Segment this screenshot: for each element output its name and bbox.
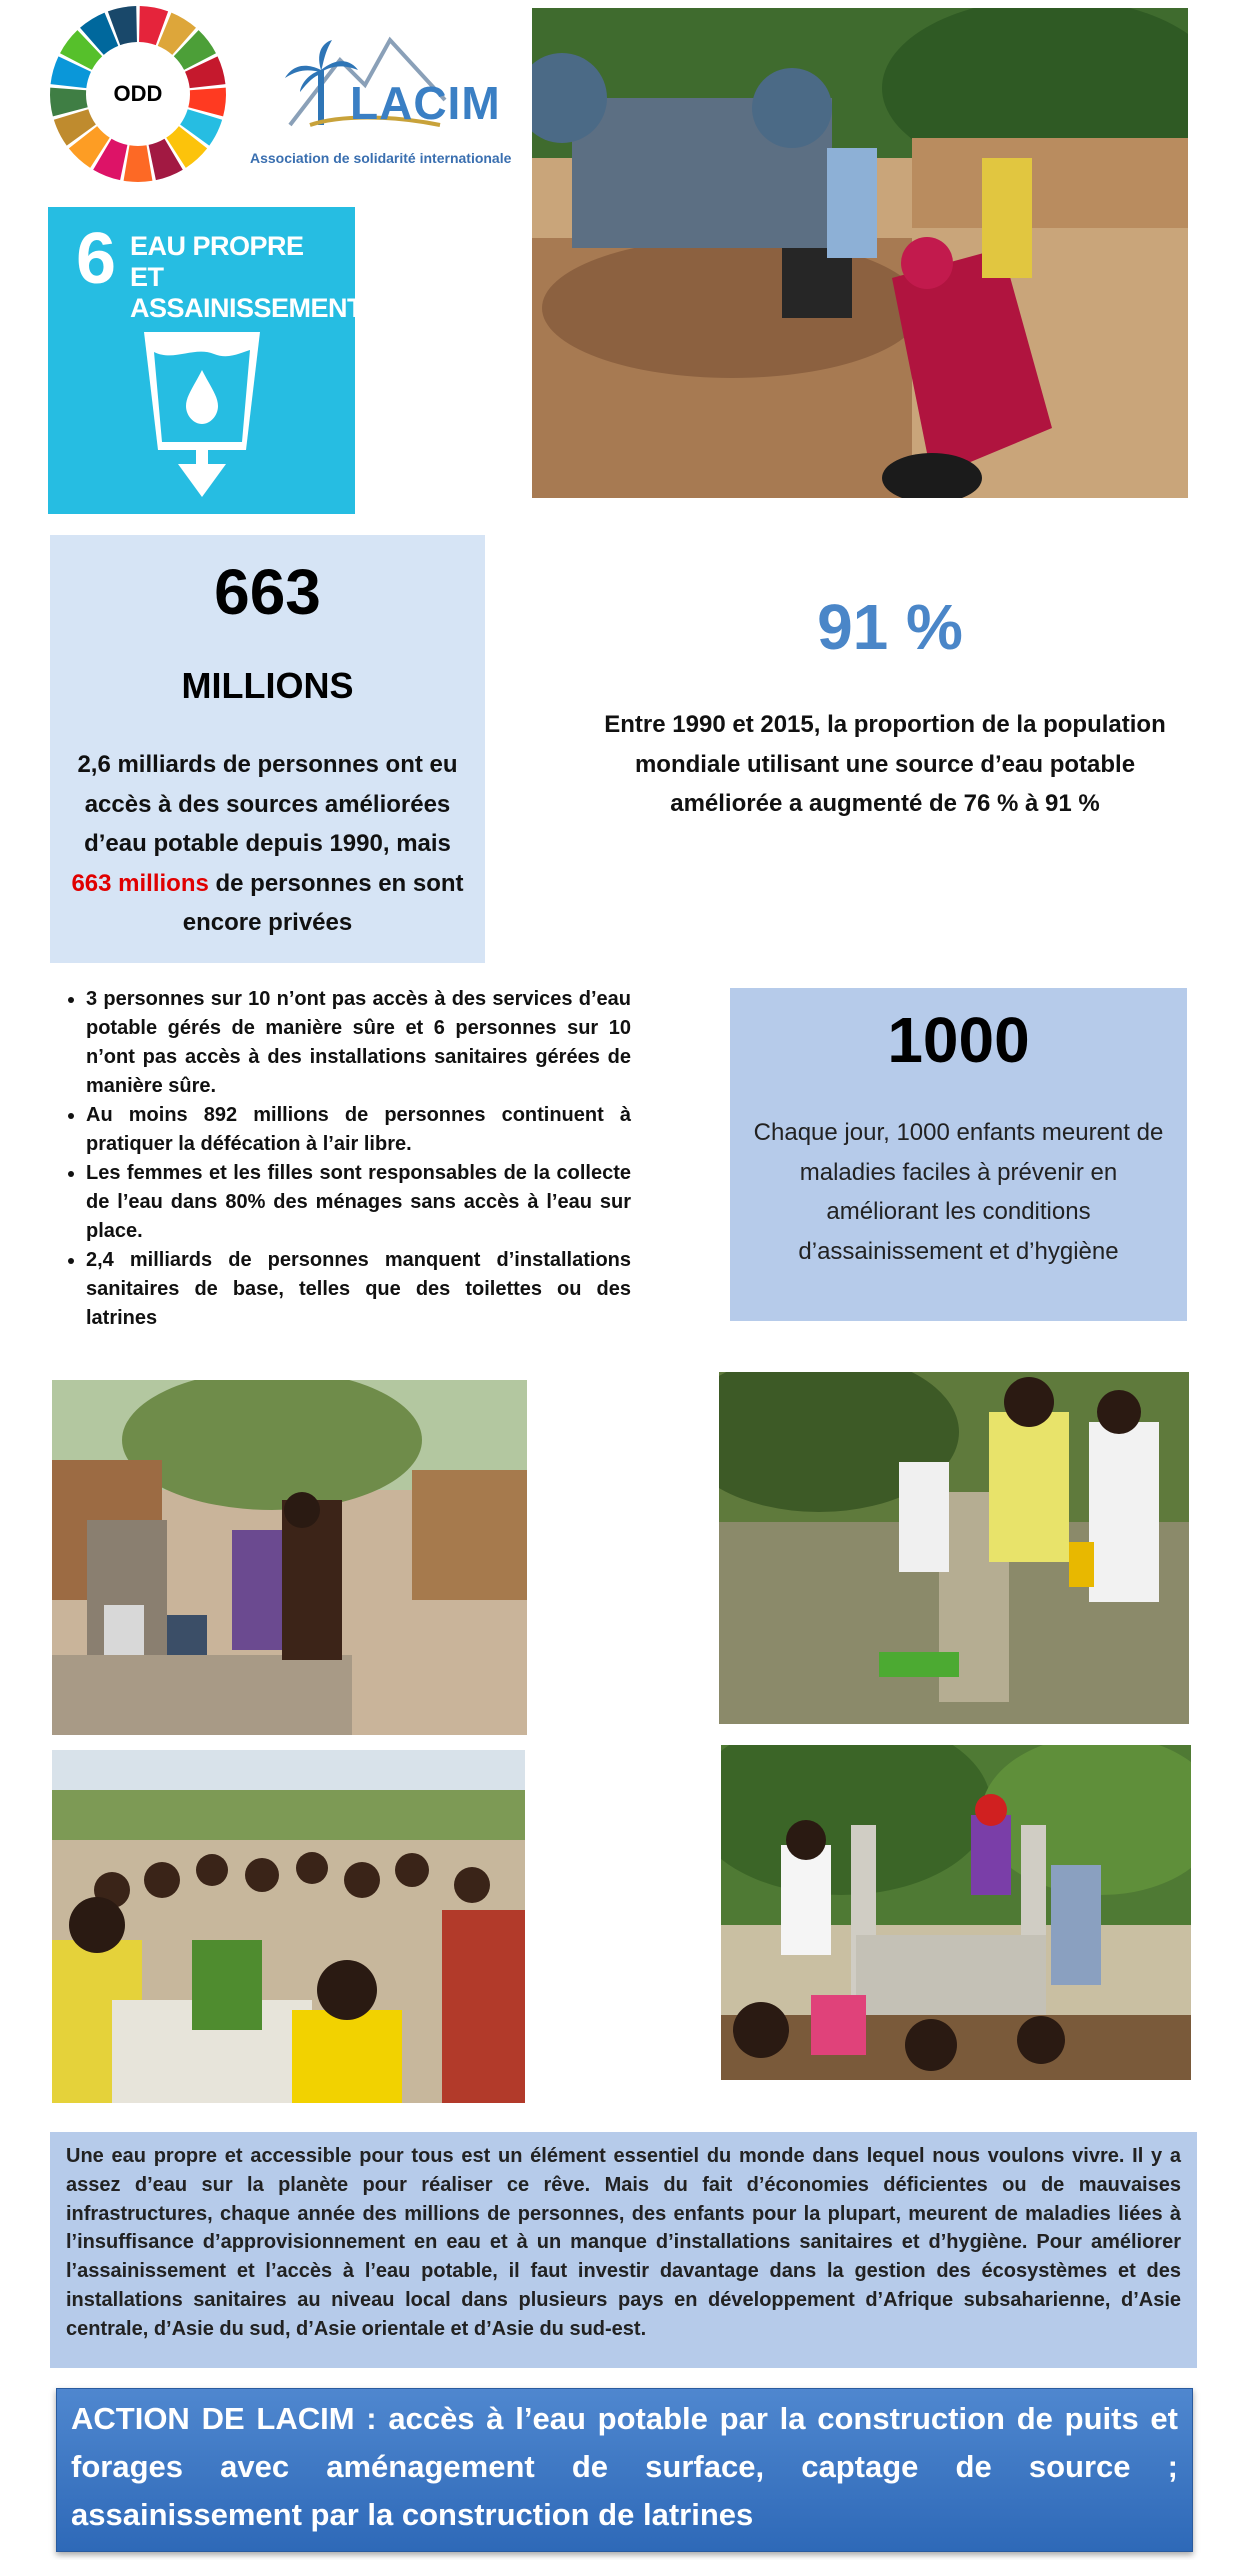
photo-village-pump [52,1380,527,1735]
sdg-wheel-label: ODD [113,81,163,106]
action-text: ACTION DE LACIM : accès à l’eau potable par la construction de puits et forages avec aménagement de surface, captage de source ; assainissement par la construction de latrines [71,2401,1178,2533]
photo-girls-at-tap [719,1372,1189,1724]
facts-list [50,985,631,1333]
fact-item: • 3 personnes sur 10 n’ont pas accès à des services d’eau potable gérés de manière sûre et 6 personnes sur 10 n’ont pas accès à des installations sanitaires gérées de manière sûre. [86,985,631,1101]
stat-663-text-before: 2,6 milliards de personnes ont eu accès à des sources améliorées d’eau potable depuis 1990, mais [77,751,458,858]
lacim-name: LACIM [350,77,501,129]
fact-item: • Au moins 892 millions de personnes continuent à pratiquer la défécation à l’air libre. [86,1101,631,1159]
photo-women-at-well [532,8,1188,498]
action-banner [56,2388,1193,2552]
goal-number: 6 [76,219,117,299]
stat-box-663-millions [50,535,485,963]
fact-item: • 2,4 milliards de personnes manquent d’installations sanitaires de base, telles que des toilettes ou des latrines [86,1246,631,1333]
essential-paragraph-box [50,2132,1197,2368]
stat-663-highlight: 663 millions [71,869,209,897]
stat-663-number: 663 [214,556,321,628]
stat-663-text-after: de personnes en sont encore privées [182,869,464,937]
photo-well-pump-children [721,1745,1191,2080]
stat-663-description [70,745,465,943]
stat-91-percent: 91 % [817,591,963,663]
lacim-tagline: Association de solidarité internationale [250,150,512,166]
stat-1000-description: Chaque jour, 1000 enfants meurent de maladies faciles à prévenir en améliorant les conditions d’assainissement et d’hygiène [753,1119,1164,1265]
stat-1000-number: 1000 [887,1004,1030,1076]
photo-children-at-tap [52,1750,525,2103]
water-glass-icon [144,332,260,497]
goal-title: EAU PROPRE ET ASSAINISSEMENT [130,231,364,324]
stat-663-unit: MILLIONS [181,665,354,706]
palm-tree-icon [285,40,358,125]
essential-paragraph: Une eau propre et accessible pour tous est un élément essentiel du monde dans lequel nous voulons vivre. Il y a assez d’eau sur la planète pour réaliser ce rêve. Mais du fait d’économies déficientes ou de mauvaises infrastructures, chaque année des millions de personnes, des enfants pour la plupart, meurent de maladies liées à l’insuffisance d’approvisionnement en eau et à un manque d’installations sanitaires et d’hygiène. Pour améliorer l’assainissement et l’accès à l’eau potable, il faut investir davantage dans la gestion des écosystèmes et des installations sanitaires au niveau local dans plusieurs pays en développement d’Afrique subsaharienne, d’Asie centrale, d’Asie du sud, d’Asie orientale et d’Asie du sud-est. [66,2145,1181,2340]
stat-91-description: Entre 1990 et 2015, la proportion de la population mondiale utilisant une source d’eau potable améliorée a augmenté de 76 % à 91 % [604,711,1166,818]
stat-box-1000-children [730,988,1187,1321]
fact-item: • Les femmes et les filles sont responsables de la collecte de l’eau dans 80% des ménages sans accès à l’eau sur place. [86,1159,631,1246]
goal-6-tile [48,207,364,514]
